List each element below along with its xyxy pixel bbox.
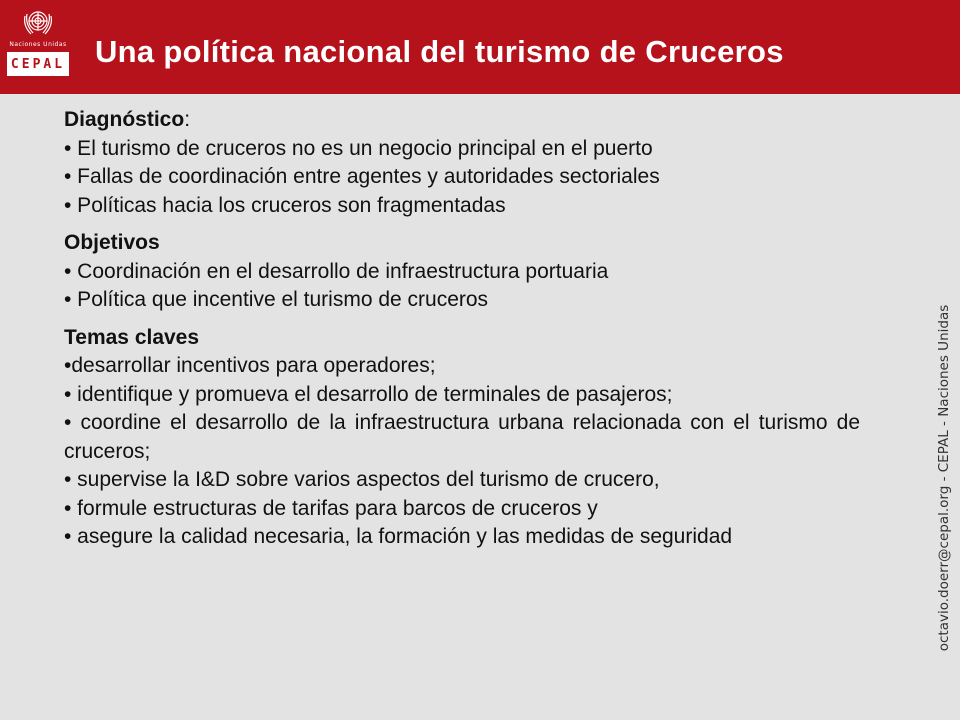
section-heading-objetivos: Objetivos: [64, 231, 160, 254]
section-heading-diagnostico: Diagnóstico:: [64, 108, 191, 131]
list-item: • Políticas hacia los cruceros son fragmentadas: [64, 193, 506, 217]
list-item: • identifique y promueva el desarrollo de terminales de pasajeros;: [64, 382, 673, 406]
header-bar: [0, 0, 960, 94]
list-item: • Fallas de coordinación entre agentes y autoridades sectoriales: [64, 165, 660, 188]
list-item: •desarrollar incentivos para operadores;: [64, 354, 436, 377]
section-temas: [64, 324, 860, 552]
list-item: • asegure la calidad necesaria, la formación y las medidas de seguridad: [64, 525, 733, 548]
list-item: • Política que incentive el turismo de cruceros: [64, 288, 489, 311]
cepal-logo: [7, 52, 69, 76]
list-item: • Coordinación en el desarrollo de infraestructura portuaria: [64, 259, 609, 283]
section-heading-temas: Temas claves: [64, 325, 200, 349]
cepal-logo-text: CEPAL: [10, 56, 66, 72]
list-item: • supervise la I&D sobre varios aspectos del turismo de crucero,: [64, 468, 660, 491]
slide-title: Una política nacional del turismo de Cruceros: [95, 34, 784, 69]
list-item: • formule estructuras de tarifas para barcos de cruceros y: [64, 496, 598, 520]
list-item: • El turismo de cruceros no es un negocio principal en el puerto: [64, 136, 653, 160]
un-emblem-icon: [20, 6, 56, 40]
un-logo-text: Naciones Unidas: [9, 41, 67, 48]
sidebar-credit: octavio.doerr@cepal.org - CEPAL - Naciones Unidas: [936, 304, 952, 652]
section-diagnostico: [64, 106, 860, 220]
logo-area: [0, 0, 76, 94]
section-objetivos: [64, 229, 860, 315]
list-item: • coordine el desarrollo de la infraestructura urbana relacionada con el turismo de cruceros;: [64, 411, 860, 463]
slide-content: [64, 106, 860, 561]
